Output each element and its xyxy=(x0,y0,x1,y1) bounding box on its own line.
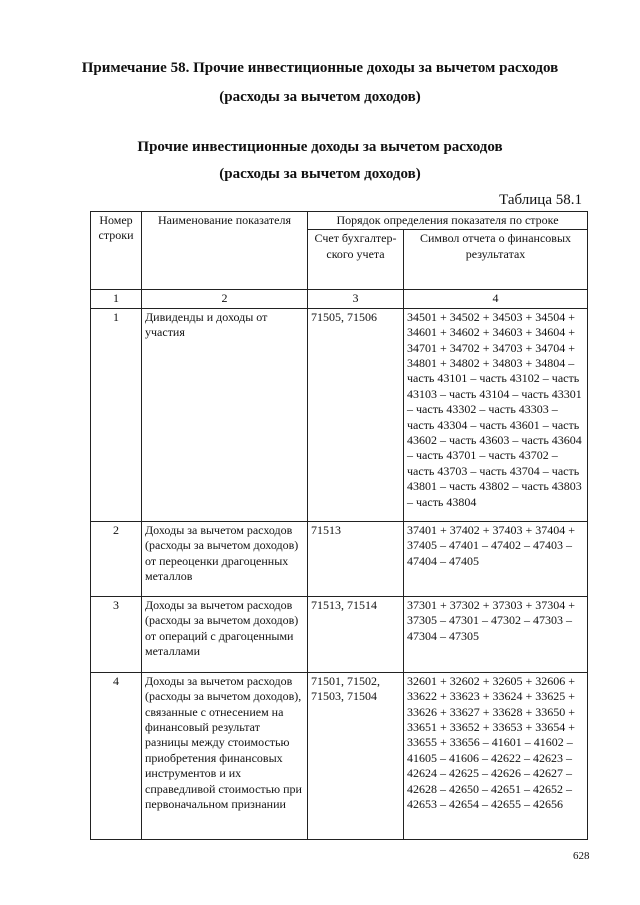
row-number: 2 xyxy=(91,521,142,596)
row-number: 3 xyxy=(91,596,142,672)
header-symbol: Символ отчета о финансовых результатах xyxy=(404,230,588,290)
note-title-line1: Примечание 58. Прочие инвестиционные доходы за вычетом расходов xyxy=(81,60,559,76)
page-number: 628 xyxy=(573,850,590,862)
row-name: Доходы за вычетом расходов (расходы за вычетом доходов), связанные с отнесением на финансовый результат разницы между стоимостью приобретения финансовых инструментов и их справедливой стоимостью при первоначальном признании xyxy=(142,672,308,839)
row-name: Доходы за вычетом расходов (расходы за вычетом доходов) от переоценки драгоценных металлов xyxy=(142,521,308,596)
column-number: 4 xyxy=(404,290,588,308)
table-caption: Таблица 58.1 xyxy=(499,192,582,208)
header-indicator-name: Наименование показателя xyxy=(142,212,308,290)
column-number: 3 xyxy=(308,290,404,308)
row-account: 71501, 71502, 71503, 71504 xyxy=(308,672,404,839)
header-row-1 xyxy=(91,212,588,230)
section-title-line1: Прочие инвестиционные доходы за вычетом расходов xyxy=(137,139,503,155)
note-title-line2: (расходы за вычетом доходов) xyxy=(219,89,421,105)
section-title-line2: (расходы за вычетом доходов) xyxy=(219,166,421,182)
row-symbol: 32601 + 32602 + 32605 + 32606 + 33622 + 33623 + 33624 + 33625 + 33626 + 33627 + 33628 + 33650 + 33651 + 33652 + 33653 + 33654 + 33655 + 33656 – 41601 – 41602 – 41605 – 41606 – 42622 – 42623 – 42624 – 42625 – 42626 – 42627 – 42628 – 42650 – 42651 – 42652 – 42653 – 42654 – 42655 – 42656 xyxy=(404,672,588,839)
row-symbol: 34501 + 34502 + 34503 + 34504 + 34601 + 34602 + 34603 + 34604 + 34701 + 34702 + 34703 + 34704 + 34801 + 34802 + 34803 + 34804 – часть 43101 – часть 43102 – часть 43103 – часть 43104 – часть 43301 – часть 43302 – часть 43303 – часть 43304 – часть 43601 – часть 43602 – часть 43603 – часть 43604 – часть 43701 – часть 43702 – часть 43703 – часть 43704 – часть 43801 – часть 43802 – часть 43803 – часть 43804 xyxy=(404,308,588,521)
column-number: 2 xyxy=(142,290,308,308)
row-account: 71505, 71506 xyxy=(308,308,404,521)
header-account: Счет бухгалтер-ского учета xyxy=(308,230,404,290)
row-account: 71513 xyxy=(308,521,404,596)
header-row-number: Номер строки xyxy=(91,212,142,290)
row-symbol: 37301 + 37302 + 37303 + 37304 + 37305 – 47301 – 47302 – 47303 – 47304 – 47305 xyxy=(404,596,588,672)
row-name: Дивиденды и доходы от участия xyxy=(142,308,308,521)
row-number: 4 xyxy=(91,672,142,839)
table-row xyxy=(91,521,588,596)
table-row xyxy=(91,308,588,521)
row-account: 71513, 71514 xyxy=(308,596,404,672)
row-symbol: 37401 + 37402 + 37403 + 37404 + 37405 – 47401 – 47402 – 47403 – 47404 – 47405 xyxy=(404,521,588,596)
row-name: Доходы за вычетом расходов (расходы за вычетом доходов) от операций с драгоценными металлами xyxy=(142,596,308,672)
column-number: 1 xyxy=(91,290,142,308)
table-row xyxy=(91,672,588,839)
header-determination-group: Порядок определения показателя по строке xyxy=(308,212,588,230)
data-table xyxy=(90,211,588,840)
row-number: 1 xyxy=(91,308,142,521)
column-numbers-row xyxy=(91,290,588,308)
table-row xyxy=(91,596,588,672)
